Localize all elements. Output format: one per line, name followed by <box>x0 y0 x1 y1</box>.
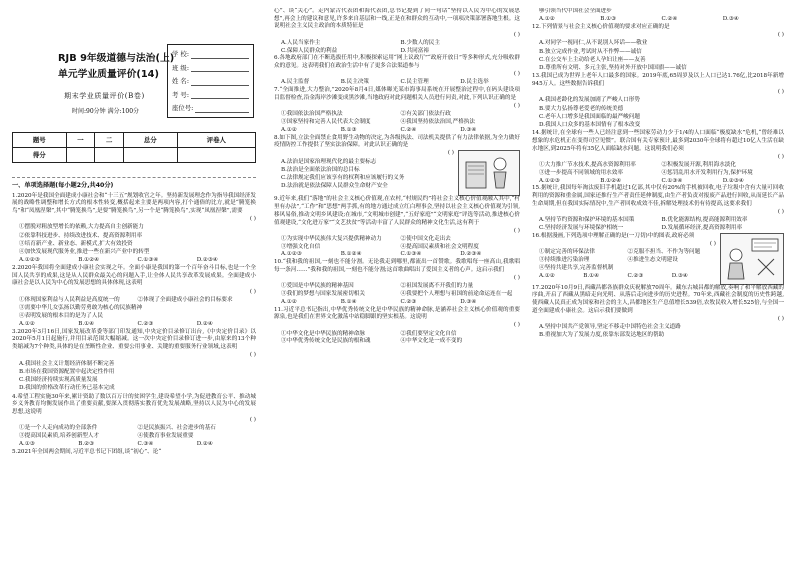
option: A.对同学一视同仁,从不说别人坏话——敬业 <box>539 40 648 47</box>
option: C.老年人口增多是我国面临的最严峻问题 <box>539 113 640 120</box>
choice-row <box>12 441 256 449</box>
option-row <box>274 244 520 252</box>
question-5-continued: 心”、谈“关心”。走内蒙古代表团和海代表团,总书记提到了同一句话“坚持以人民为中心的发展思想”,再会上的建议和意见,许多来自基层和一线,正是在和群众的互动中,一项项决策部署落地生根。这说明社会主义民主政治的本质特征是 <box>274 8 520 30</box>
score-header-cell: 二 <box>95 133 124 148</box>
answer-bracket: ( ) <box>513 31 520 38</box>
option: ①大力推广节水技术,提高水资源利用率 <box>539 162 636 169</box>
option: ①体现国家利益与人民利益是高度统一的 <box>19 296 120 303</box>
choice: B.①②④ <box>600 177 622 184</box>
info-name: 姓 名: <box>172 75 249 89</box>
option: ①爱国是中华民族的精神基因 <box>281 283 354 290</box>
choice: A.①②③ <box>281 251 302 258</box>
score-table <box>12 132 256 163</box>
option: ②祖国发展离不开我们的力量 <box>400 283 474 290</box>
question-12-stem: 12.下列情景与社会主义核心价值观的要求对应正确的是 <box>532 23 670 30</box>
answer-bracket: ( ) <box>513 275 520 282</box>
option-row <box>532 170 784 178</box>
choice: A.①② <box>539 272 555 279</box>
column-left <box>12 8 256 556</box>
option: ③增强文化自信 <box>281 243 321 250</box>
option: ③持续推进污染治理 <box>539 256 590 263</box>
choice: A.①② <box>19 321 35 328</box>
option: ④惩罚乱用水开发利用行为,保护环境 <box>661 169 753 176</box>
choice: D.②④ <box>196 321 213 328</box>
choice: D.③④ <box>460 298 477 305</box>
question-stem: 4.希望工程实施30年来,累计资助了数以百万计的贫困学生,建设希望小学,为促进教育公平、推动城乡义务教育均衡发展作出了重要贡献,要深入贯彻落实教育优先发展战略,坚持以人民为中心的发展思想,这说明 <box>12 393 256 415</box>
choice: A.①② <box>281 298 297 305</box>
choice: C.①③④ <box>661 177 683 184</box>
option: C.民主管理 <box>400 79 429 86</box>
option: C.我国经济持续实现高质量发展 <box>19 377 98 384</box>
student-info-box <box>167 44 254 118</box>
score-cell <box>177 148 255 163</box>
option-row <box>274 111 520 119</box>
option: A.坚持中国共产党领导,坚定不移走中国特色社会主义道路 <box>539 324 681 331</box>
question-3 <box>12 329 256 393</box>
score-cell <box>66 148 95 163</box>
question-13-stem: 13.我国已成为世界上老年人口最多的国家。2019年底,65周岁及以上人口已达1.76亿,比2018年新增945万人。这些数据告诉我们 <box>532 73 784 87</box>
score-header-cell: 题号 <box>13 133 67 148</box>
option: ①我国依法治国严格执法 <box>281 111 343 118</box>
score-header-cell: 评卷人 <box>177 133 255 148</box>
exam-title-line2: 单元学业质量评价(14) <box>58 69 159 80</box>
question-9-stem: 9.近年来,我们“落地”的社会主义核心价值观,在农村,“村规民约”将社会主义核心价值观融入其中,“村里有办法”,“工作”和“思想”两手抓,有的地方通过成立红白理事会,坚持以社会主义核心价值观为引领,移风易俗,推动文明乡风建设;在城市,“文明城市创建”,“五好家庭”“文明家庭”评选等活动,推进核心价值观建设,“文化进万家”“文艺扶贫”等活动丰富了人民群众的精神文化生活,这有利于 <box>274 196 520 226</box>
score-label-cell: 得分 <box>13 148 67 163</box>
option: B.优化能源结构,提高能源利用效率 <box>661 217 748 224</box>
question-4 <box>12 394 256 449</box>
choice: C.②③ <box>137 321 154 328</box>
question-11-stem: 11.习近平总书记指出,中华优秀传统文化是中华民族的精神命脉,是涵养社会主义核心价值观的重要源泉,也是我们在世界文化激荡中站稳脚跟的坚实根基。这说明 <box>274 306 520 321</box>
question-stem: 1.2020年是我国全面建成小康社会和“十三五”规划收官之年。坚持新发展理念作为指导我国经济发展的战略性调整和增长方式的根本性转变,概括起来主要是两项内容,打个通俗的比方,就是“腾笼换鸟”和“凤凰涅槃”,其中“腾笼换鸟”,是要“腾笼换鸟”,另一个是“腾笼换鸟”,实现“凤凰涅槃”,需要 <box>12 192 256 214</box>
option: ④推进生态文明建设 <box>627 256 678 263</box>
answer-bracket: ( ) <box>777 89 784 96</box>
score-header-cell: 总分 <box>124 133 178 148</box>
cartoon-illustration <box>722 235 782 283</box>
question-14-stem: 14.据统计,在全球有一些人已经注意到一些国家劳动力少于1/4的人口面临“极度缺水”危机,“曾经难以想象的水危机正在变得司空见惯”。联合国有关专家预计,最多到2030年全球将有超过10亿人生活在缺水地区,到2025年将有35亿人面临缺水问题。这说明我们必须 <box>532 130 784 152</box>
option: A.我国老龄化的发展加剧了严峻人口形势 <box>539 97 640 104</box>
option: ④坚持共建共享,完善监督机制 <box>539 264 614 271</box>
question-7-stem: 7.“全面推进,大力整治,”2020年8月4日,媒体曝光某市海事局系统在开展整治过程中,在码头建设项目监督检查,沿金海岸沙滩变成黑沙滩,当地政府对此问题相关人员进行问责,对此,下列认识正确的是 <box>274 87 520 101</box>
answer-bracket: ( ) <box>249 216 256 223</box>
option: D.我国人口众多的基本国情有了根本改变 <box>539 122 641 129</box>
option: ②依靠科技进步、持续改进技术、提高资源利用率 <box>19 232 143 239</box>
choice: A.①②③ <box>19 257 40 264</box>
option-row <box>274 40 520 48</box>
column-middle <box>274 8 520 556</box>
option-row <box>12 433 256 441</box>
choice: C.②③ <box>627 272 644 279</box>
choice-row <box>12 321 256 329</box>
question-15-stem: 15.据统计,我国每年淘汰废旧手机超过1亿部,其中仅有20%的手机被回收,电子垃圾中含有大量可回收利用的资源和重金属,国家还推行生产者责任延伸制度,由生产者负责对报废产品进行回收,从而延长产品生命周期,但在我国实际情况中,生产者回收成效不佳,拆解处理技术仍有待提高,这要求我们 <box>532 185 784 207</box>
answer-bracket: ( ) <box>513 103 520 110</box>
option: ①为实现中华民族伟大复兴提供精神动力 <box>281 236 382 243</box>
option: A.坚持节约资源和保护环境的基本国策 <box>539 217 635 224</box>
option: ②体现了全面建成小康社会的目标要求 <box>137 296 233 303</box>
option: ③需要中华儿女弘扬以勤劳勇敢为核心的民族精神 <box>19 304 143 311</box>
choice: D.②③④ <box>196 257 218 264</box>
option: ①是一个人走向成功的全部条件 <box>19 425 98 432</box>
choice: C.①③④ <box>400 251 422 258</box>
option: ②我们要坚定文化自信 <box>400 330 457 337</box>
question-stem: 2.2020年我国将全面建成小康社会实现之年。全面小康是我国的第一个百年奋斗目标,也是一个全国人民共享的成果,这是从人民群众最关心的问题入手,让全体人民共享改革发展成果。全面建成小康社会是以人民为中心的发展思想的具体体现,这表明 <box>12 265 256 287</box>
option: D.共同富裕 <box>400 47 429 54</box>
option-row <box>532 217 784 225</box>
time-and-score: 时间:90分钟 满分:100分 <box>72 108 140 115</box>
section-heading: 一、单项选择题(每小题2分,共40分) <box>12 182 114 189</box>
choice: C.②③ <box>400 298 417 305</box>
option: ④我要把个人理想与祖国的前途命运连在一起 <box>400 291 513 298</box>
option-row <box>532 225 784 233</box>
choice: A.①③ <box>19 440 35 447</box>
option-row <box>274 283 520 291</box>
option: ③提高国民素质,培养创新型人才 <box>19 433 100 440</box>
choice: B.①③ <box>600 16 617 23</box>
option-row <box>12 425 256 433</box>
info-exam-number: 考 号: <box>172 89 249 103</box>
option: D.发展循环经济,提高资源利用率 <box>661 224 743 231</box>
option: D.尊重所有文明、多元主张,坚持对外开放中国国旗——诚信 <box>539 65 687 72</box>
question-8-stem: 8.如下图,立法全面禁止食用野生动物的决定,为各级执法、司法机关提供了有力法律依据,为全力做好疫情防控工作提供了坚实法治保障。对此认识正确的是 <box>274 134 520 149</box>
choice-row <box>12 257 256 265</box>
question-1 <box>12 193 256 265</box>
option: A.法治是国家治理现代化的最主要标志 <box>281 158 377 165</box>
option: ③进一步提高不同领域的用水效率 <box>539 169 623 176</box>
cartoon-figure <box>458 150 520 196</box>
cartoon-illustration <box>460 152 518 194</box>
choice: B.①②④ <box>340 251 362 258</box>
answer-bracket: ( ) <box>777 153 784 160</box>
choice: C.①③④ <box>137 257 159 264</box>
option: B.少数人的民主 <box>400 39 440 46</box>
info-school: 学 校: <box>172 48 249 62</box>
option: ③中华优秀传统文化是民族的根和魂 <box>281 338 371 345</box>
choice: A.①② <box>281 126 297 133</box>
option: ④加快发展现代服务业,推进一些在新兴产业中的转型 <box>19 249 150 256</box>
option: ③我们的梦想与国家发展密切相关 <box>281 291 365 298</box>
option: ②克服不担当、不作为等问题 <box>627 249 701 256</box>
choice-row <box>532 273 716 281</box>
option: A.人民当家作主 <box>281 39 321 46</box>
option: ④提高国民素质和社会文明程度 <box>400 243 479 250</box>
answer-bracket: ( ) <box>513 322 520 329</box>
choice-row <box>532 16 784 24</box>
choice: B.①④ <box>340 298 357 305</box>
option-row <box>274 291 520 299</box>
question-6-stem: 6.各地政府部门在不断选拔任用中,积极探索运用“网上议政厅”“政府开放日”等多种形式,充分吸收群众的意见。这表明我们在政治生活中有了更多合法渠道参与 <box>274 55 520 70</box>
option: C.法律规定我们应该享有的权利和应该履行的义务 <box>281 175 405 182</box>
choice: D.③④ <box>671 272 688 279</box>
score-header-cell: 一 <box>66 133 95 148</box>
option: ③国家坚持和完善人民代表大会制度 <box>281 119 371 126</box>
answer-bracket: ( ) <box>249 288 256 295</box>
option: ②使中国文化走出去 <box>400 236 451 243</box>
option: B.市场在我国资源配置中起决定性作用 <box>19 368 115 375</box>
choice: D.②③④ <box>722 177 744 184</box>
option: D.民主选举 <box>460 79 489 86</box>
column-right <box>532 8 784 556</box>
answer-bracket: ( ) <box>513 227 520 234</box>
option-row <box>532 249 716 257</box>
option: B.要大力弘扬尊老爱老的传统美德 <box>539 105 624 112</box>
answer-bracket: ( ) <box>249 352 256 359</box>
option: ①摆脱对粗放型增长的依赖,大力提高自主创新能力 <box>19 224 144 231</box>
question-11-tail: 够引领当代中国社会全面进步 <box>539 8 612 14</box>
option: B.法治是全面依法治国的总目标 <box>281 166 360 173</box>
option: B.独立完成作业,考试时从不作弊——诚信 <box>539 48 642 55</box>
question-16 <box>532 233 784 285</box>
option: ②是民族振兴、社会进步的基石 <box>137 425 216 432</box>
question-5-start: 5.2021年全国两会期间,习近平总书记下团组,谈“初心”、论“ <box>12 448 162 455</box>
answer-bracket: ( ) <box>249 417 256 424</box>
choice: A.①②③ <box>539 177 560 184</box>
option: ①中华文化是中华民族的精神命脉 <box>281 330 365 337</box>
answer-bracket: ( ) <box>447 150 454 157</box>
choice: B.①④ <box>583 272 600 279</box>
option-row <box>274 236 520 244</box>
option: ④中华文化是一成不变的 <box>400 338 463 345</box>
answer-bracket: ( ) <box>777 316 784 322</box>
exam-header <box>12 8 256 178</box>
answer-bracket: ( ) <box>777 32 784 39</box>
answer-bracket: ( ) <box>709 240 716 247</box>
question-2 <box>12 265 256 329</box>
option: ④表明发展的根本目的是为了人民 <box>19 312 103 319</box>
choice: B.②③ <box>78 440 95 447</box>
question-17-stem: 17.2020年10月9日,西藏昌都各族群众庆祝解放70周年。藏东古城昌都的解放,奏响了和平解放西藏的序曲,开启了西藏从黑暗走向光明、从落后走向进步的历史进程。70年来,西藏社会制度的历史性跨越,使西藏人民真正成为国家和社会的主人,昌都地区生产总值增长539倍,农牧民收入增长525倍,与全国一道全面建成小康社会。这启示我们要做到 <box>532 284 784 314</box>
choice: C.③④ <box>137 440 154 447</box>
option: ③培育新产业、新业态、新模式,扩大有效投资 <box>19 240 133 247</box>
option: ④使教育事业发展重要 <box>137 433 194 440</box>
option: ①制定完善的环保法律 <box>539 249 595 256</box>
info-seat-number: 座位号: <box>172 102 249 116</box>
question-16-stem: 16.根据漫画,下列选项中理解正确的是(一刀切)中的图表,政府必须 <box>532 232 695 239</box>
question-10-stem: 10.“我和我的祖国,一刻也不能分割。无论我走到哪里,都流出一首赞歌。我歌唱每一座高山,我歌唱每一条河……”我和我的祖国,一刻也不能分割;这首歌曲唱出了爱国主义者的心声。这启示我们 <box>274 259 520 273</box>
option: D.我国的价格改革行动任务已基本完成 <box>19 385 115 392</box>
option: ②有关部门依法行政 <box>400 111 451 118</box>
cartoon-figure <box>720 233 784 285</box>
option: A.民主监督 <box>281 79 310 86</box>
option-row <box>274 338 520 346</box>
choice-row <box>274 299 520 307</box>
option: B.民主决策 <box>340 79 370 86</box>
choice: D.②④ <box>196 440 213 447</box>
option: D.法治就是依法保障人民群众生命财产安全 <box>281 183 388 190</box>
option: C.坚持经济发展与环境保护相统一 <box>539 224 624 231</box>
choice-row <box>274 127 520 135</box>
info-class: 班 级: <box>172 62 249 76</box>
choice: B.①③ <box>340 126 357 133</box>
score-cell <box>124 148 178 163</box>
question-stem: 3.2020年3月16日,国家发展改革委等部门印发通知,中央定价目录修订出台,《中央定价目录》以2020年5月1日起施行,并用目录范围大幅缩减。这一次中央定价目录修订进一步,由原来的13个种类缩减为7个种类,具体的是在垄断性企业、重要公用事业、关键的重要服务行业领域,这表明 <box>12 328 256 351</box>
choice: C.②④ <box>661 16 678 23</box>
choice: C.②④ <box>400 126 417 133</box>
option-row <box>532 162 784 170</box>
exam-title-line1: RJB 9年级道德与法治(上) <box>58 53 175 64</box>
option: C.在公交车上主动给老人孕妇让座——友善 <box>539 56 646 63</box>
option: ④我国坚持依法治国,严格执法 <box>400 119 475 126</box>
answer-bracket: ( ) <box>777 208 784 215</box>
option: C.保障人民群众的利益 <box>281 47 338 54</box>
choice: D.②③④ <box>460 251 482 258</box>
choice: B.①②④ <box>78 257 100 264</box>
option: B.重视加大为了发展力度,依靠东部发达地区的帮助 <box>539 332 665 339</box>
choice: A.①② <box>539 16 555 23</box>
option-row <box>532 257 716 265</box>
question-8-body <box>274 150 520 196</box>
choice: D.③④ <box>722 16 739 23</box>
choice: B.①④ <box>78 321 95 328</box>
answer-bracket: ( ) <box>513 71 520 78</box>
choice: D.③④ <box>460 126 477 133</box>
option-row <box>274 119 520 127</box>
exam-subtitle: 期末学业质量评价(B卷) <box>64 92 145 100</box>
option-row <box>12 297 256 305</box>
score-cell <box>95 148 124 163</box>
option: ②积极发展开源,利用海水淡化 <box>661 162 736 169</box>
option: A.我国社会主义计划经济体制不断完善 <box>19 360 115 367</box>
